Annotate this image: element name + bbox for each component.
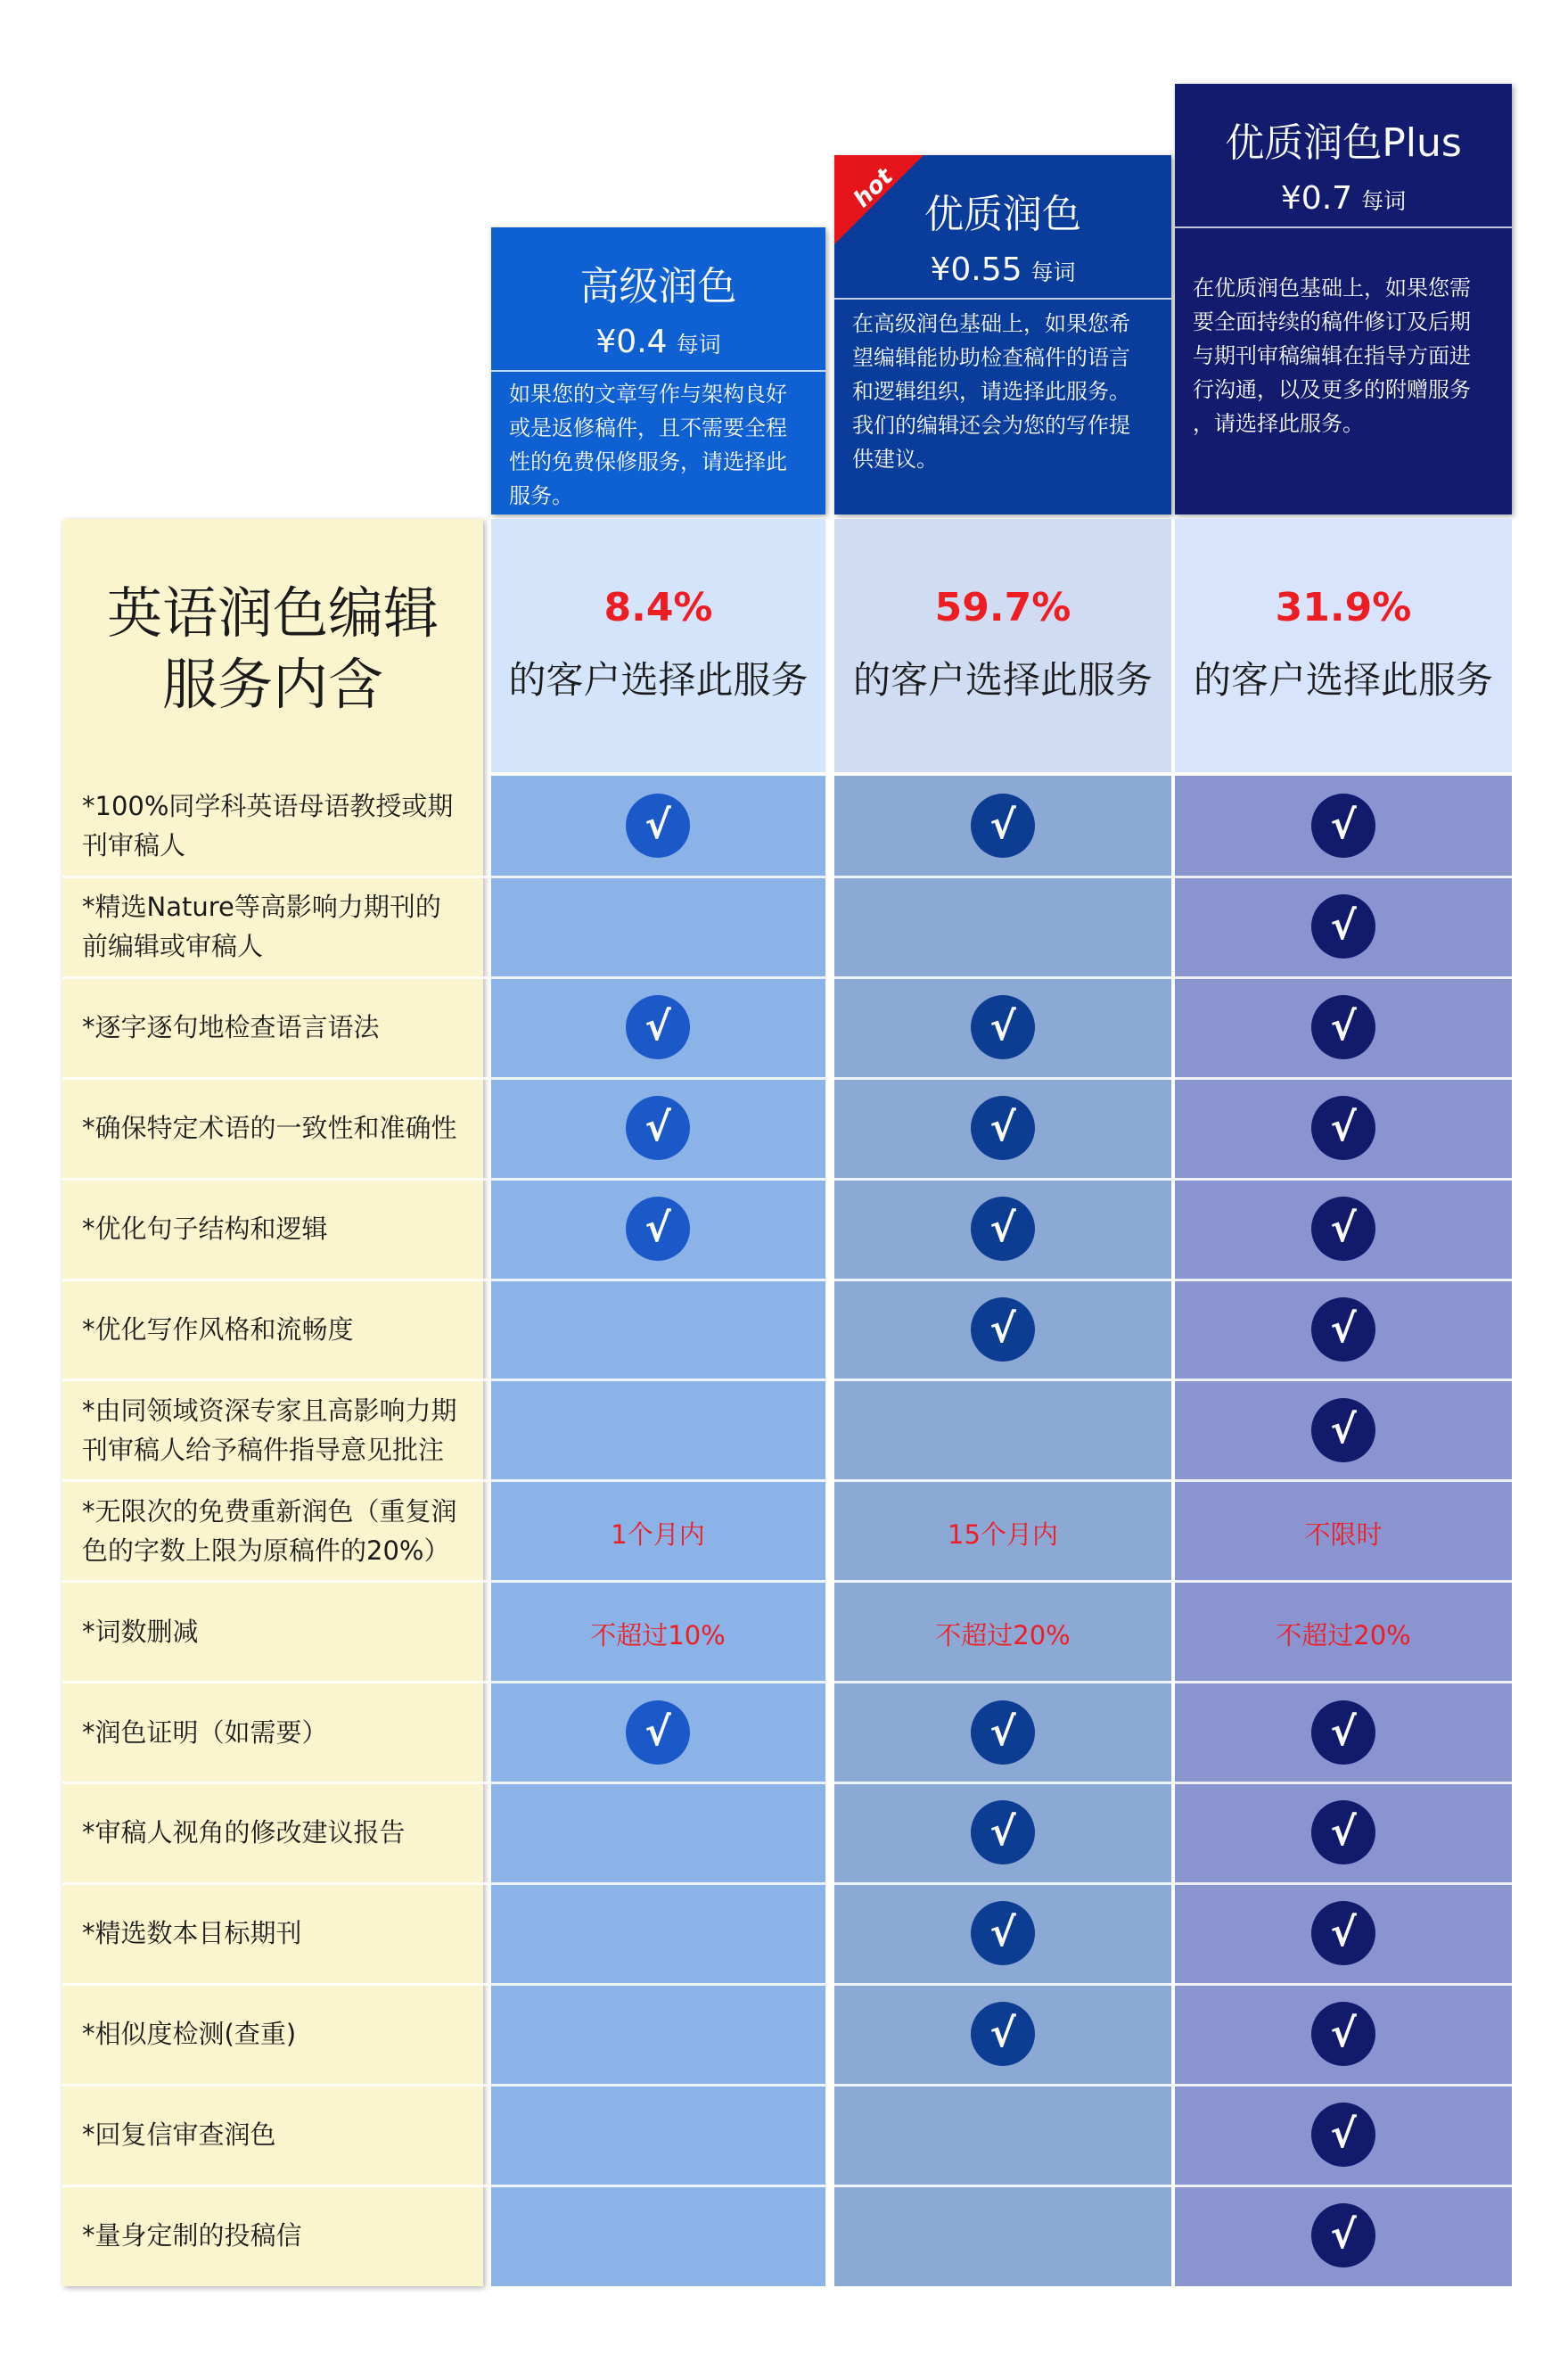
feature-label <box>82 1310 474 1349</box>
check-icon-premium: √ <box>971 1197 1035 1261</box>
check-icon-plus: √ <box>1311 894 1375 959</box>
feature-label-line: *100%同学科英语母语教授或期 <box>82 791 454 822</box>
desc-line: 在高级润色基础上，如果您希 <box>852 311 1130 336</box>
hot-label: hot <box>849 163 899 213</box>
feature-label <box>82 1713 474 1752</box>
pct-label: 的客户选择此服务 <box>508 658 809 702</box>
divider <box>1175 226 1512 228</box>
check-icon-plus: √ <box>1311 995 1375 1059</box>
plan-price <box>834 251 1171 288</box>
feature-label <box>82 1492 474 1570</box>
feature-label-line: *优化写作风格和流畅度 <box>82 1313 354 1345</box>
row-divider <box>62 2185 1512 2187</box>
feature-label-line: *精选Nature等高影响力期刊的 <box>82 892 441 923</box>
row-divider <box>62 1580 1512 1583</box>
check-icon-plus: √ <box>1311 1901 1375 1965</box>
pct-value: 8.4% <box>603 585 713 630</box>
check-icon-plus: √ <box>1311 2103 1375 2167</box>
desc-line: 或是返修稿件，且不需要全程 <box>509 416 787 440</box>
row-divider <box>62 2084 1512 2086</box>
check-icon-plus: √ <box>1311 2002 1375 2066</box>
feature-label-line: 刊审稿人 <box>82 830 186 861</box>
plan-price <box>491 324 825 360</box>
check-icon-premium: √ <box>971 1297 1035 1362</box>
row-divider <box>62 1983 1512 1986</box>
pct-value: 31.9% <box>1275 585 1412 630</box>
feature-label-line: *量身定制的投稿信 <box>82 2220 302 2251</box>
plan-name: 高级润色 <box>579 264 737 309</box>
feature-label <box>82 2115 474 2154</box>
price-value: ¥0.4 <box>595 324 668 360</box>
cell-value-basic: 不超过10% <box>590 1619 726 1650</box>
check-icon-plus: √ <box>1311 1297 1375 1362</box>
feature-label <box>82 1108 474 1148</box>
pct-label: 的客户选择此服务 <box>1193 658 1493 702</box>
feature-label-line: *优化句子结构和逻辑 <box>82 1214 328 1245</box>
feature-label <box>82 887 474 966</box>
desc-line: 与期刊审稿编辑在指导方面进 <box>1193 343 1471 368</box>
feature-label-line: *相似度检测(查重) <box>82 2019 297 2050</box>
cell-value-plus: 不限时 <box>1304 1519 1383 1550</box>
price-unit: 每词 <box>1030 259 1076 285</box>
cell-value-basic: 1个月内 <box>611 1519 705 1550</box>
desc-line: 我们的编辑还会为您的写作提 <box>852 413 1130 438</box>
plan-description <box>509 377 809 513</box>
feature-label <box>82 2014 474 2054</box>
price-unit: 每词 <box>1361 188 1407 214</box>
feature-label <box>82 1612 474 1651</box>
row-divider <box>62 1279 1512 1281</box>
divider <box>491 370 825 372</box>
feature-label <box>82 1209 474 1248</box>
check-icon-plus: √ <box>1311 2203 1375 2268</box>
row-divider <box>62 1882 1512 1885</box>
feature-label <box>82 2216 474 2255</box>
desc-line: 在优质润色基础上，如果您需 <box>1193 276 1471 300</box>
title-line: 英语润色编辑 <box>106 580 439 646</box>
desc-line: 行沟通，以及更多的附赠服务 <box>1193 377 1471 402</box>
check-icon-premium: √ <box>971 1800 1035 1864</box>
feature-label-line: 色的字数上限为原稿件的20%） <box>82 1535 450 1566</box>
desc-line: ，请选择此服务。 <box>1193 411 1364 436</box>
feature-label-line: *词数删减 <box>82 1616 199 1647</box>
feature-column-title <box>62 578 483 720</box>
pct-value: 59.7% <box>934 585 1071 630</box>
hot-badge <box>834 155 924 244</box>
feature-label-line: 前编辑或审稿人 <box>82 931 264 962</box>
plan-description <box>852 307 1155 476</box>
feature-label-line: *无限次的免费重新润色（重复润 <box>82 1495 457 1527</box>
row-divider <box>62 1178 1512 1181</box>
feature-label-line: *由同领域资深专家且高影响力期 <box>82 1395 457 1426</box>
desc-line: 和逻辑组织，请选择此服务。 <box>852 379 1130 404</box>
cell-value-premium: 15个月内 <box>948 1519 1058 1550</box>
row-divider <box>62 1782 1512 1784</box>
row-divider <box>62 1379 1512 1381</box>
row-divider <box>62 1077 1512 1080</box>
row-divider <box>62 976 1512 979</box>
check-icon-plus: √ <box>1311 1700 1375 1765</box>
check-icon-premium: √ <box>971 1700 1035 1765</box>
check-icon-plus: √ <box>1311 1800 1375 1864</box>
plan-name: 优质润色 <box>924 192 1081 237</box>
plan-price <box>1175 180 1512 217</box>
check-icon-plus: √ <box>1311 1096 1375 1160</box>
feature-label-line: 刊审稿人给予稿件指导意见批注 <box>82 1434 445 1465</box>
check-icon-premium: √ <box>971 2002 1035 2066</box>
row-divider <box>62 1479 1512 1482</box>
check-icon-premium: √ <box>971 1901 1035 1965</box>
check-icon-basic: √ <box>626 1096 690 1160</box>
plan-header-basic[interactable] <box>491 227 825 514</box>
desc-line: 供建议。 <box>852 447 938 472</box>
feature-label-line: *确保特定术语的一致性和准确性 <box>82 1113 457 1144</box>
check-icon-plus: √ <box>1311 794 1375 858</box>
feature-label-line: *审稿人视角的修改建议报告 <box>82 1817 406 1848</box>
title-line: 服务内含 <box>161 652 383 717</box>
feature-label <box>82 786 474 865</box>
divider <box>834 298 1171 300</box>
row-divider <box>62 876 1512 878</box>
price-value: ¥0.55 <box>930 251 1022 288</box>
check-icon-plus: √ <box>1311 1398 1375 1462</box>
check-icon-plus: √ <box>1311 1197 1375 1261</box>
desc-line: 性的免费保修服务，请选择此 <box>509 449 787 474</box>
feature-label-line: *润色证明（如需要） <box>82 1716 328 1748</box>
pct-cell-basic <box>491 519 825 772</box>
feature-label-line: *回复信审查润色 <box>82 2119 276 2151</box>
desc-line: 要全面持续的稿件修订及后期 <box>1193 309 1471 334</box>
feature-label <box>82 1914 474 1953</box>
check-icon-basic: √ <box>626 995 690 1059</box>
check-icon-premium: √ <box>971 1096 1035 1160</box>
price-value: ¥0.7 <box>1280 180 1353 217</box>
check-icon-basic: √ <box>626 1197 690 1261</box>
check-icon-basic: √ <box>626 794 690 858</box>
desc-line: 望编辑能协助检查稿件的语言 <box>852 345 1130 370</box>
pct-cell-premium <box>834 519 1171 772</box>
pct-cell-plus <box>1175 519 1512 772</box>
plan-header-plus[interactable] <box>1175 84 1512 514</box>
feature-label-line: *逐字逐句地检查语言语法 <box>82 1012 380 1043</box>
cell-value-plus: 不超过20% <box>1276 1619 1411 1650</box>
feature-label <box>82 1813 474 1852</box>
feature-label <box>82 1391 474 1469</box>
check-icon-premium: √ <box>971 995 1035 1059</box>
row-divider <box>62 1681 1512 1683</box>
cell-value-premium: 不超过20% <box>935 1619 1071 1650</box>
pct-label: 的客户选择此服务 <box>852 658 1153 702</box>
plan-description <box>1193 271 1496 440</box>
check-icon-premium: √ <box>971 794 1035 858</box>
feature-label <box>82 1008 474 1047</box>
check-icon-basic: √ <box>626 1700 690 1765</box>
plan-name: 优质润色Plus <box>1225 120 1462 166</box>
desc-line: 服务。 <box>509 483 573 508</box>
feature-label-line: *精选数本目标期刊 <box>82 1918 302 1949</box>
price-unit: 每词 <box>676 332 721 358</box>
desc-line: 如果您的文章写作与架构良好 <box>509 382 787 407</box>
